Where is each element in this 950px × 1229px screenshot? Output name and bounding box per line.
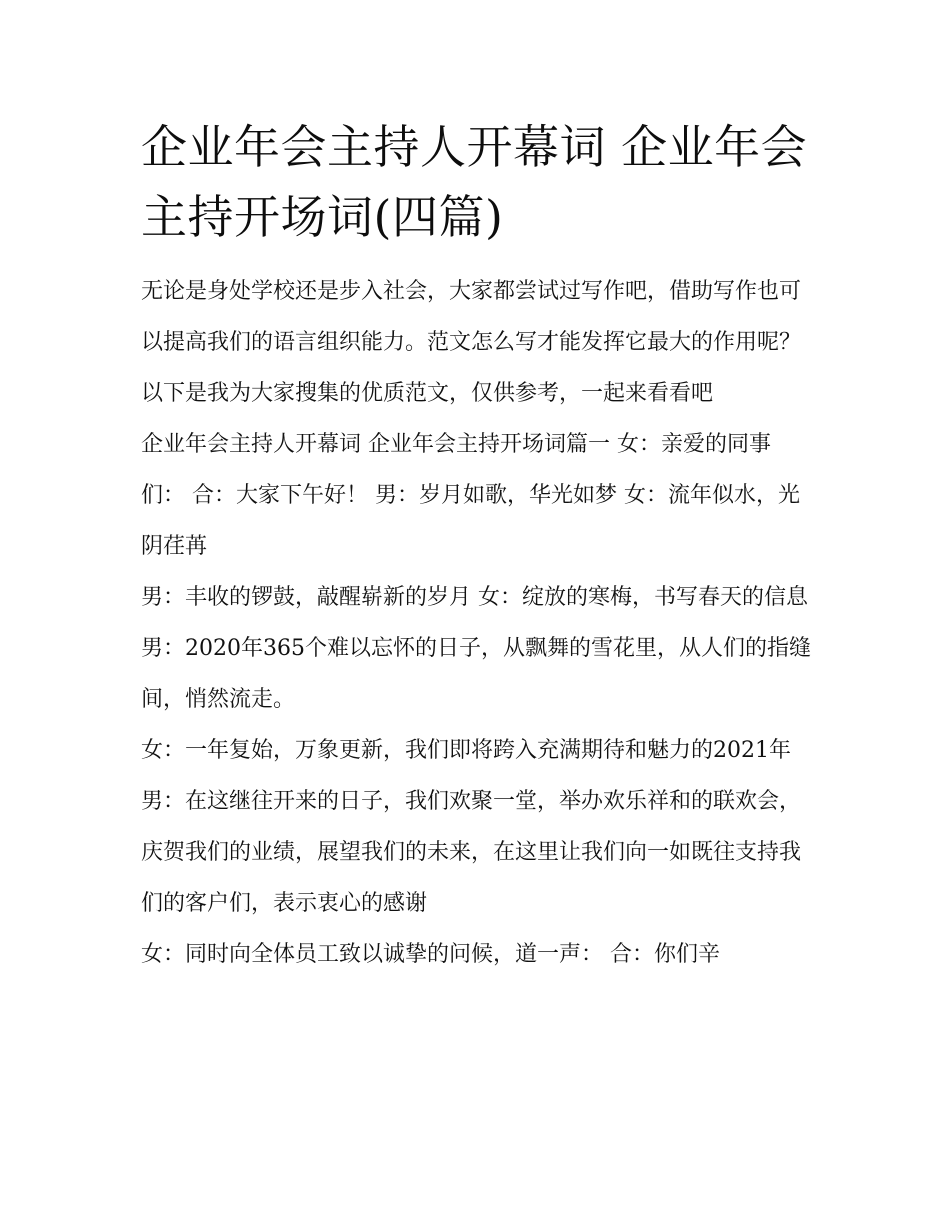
script-paragraph-4: 男：在这继往开来的日子，我们欢聚一堂，举办欢乐祥和的联欢会，庆贺我们的业绩，展望我们的未来，在这里让我们向一如既往支持我们的客户们，表示衷心的感谢 [141,789,802,916]
document-title: 企业年会主持人开幕词 企业年会主持开场词(四篇) [141,120,808,244]
script-paragraph-5: 女：同时向全体员工致以诚挚的问候，道一声： 合：你们辛 [141,942,720,967]
script-paragraph-1: 企业年会主持人开幕词 企业年会主持开场词篇一 女：亲爱的同事们： 合：大家下午好！ 男：岁月如歌，华光如梦 女：流年似水，光阴荏苒 [141,432,800,559]
document-body [141,112,813,980]
script-paragraph-3: 女：一年复始，万象更新，我们即将跨入充满期待和魅力的2021年 [141,738,791,763]
intro-paragraph: 无论是身处学校还是步入社会，大家都尝试过写作吧，借助写作也可以提高我们的语言组织能力。范文怎么写才能发挥它最大的作用呢？以下是我为大家搜集的优质范文，仅供参考，一起来看看吧 [141,279,802,406]
script-paragraph-2: 男：丰收的锣鼓，敲醒崭新的岁月 女：绽放的寒梅，书写春天的信息 男：2020年365个难以忘怀的日子，从飘舞的雪花里，从人们的指缝间，悄然流走。 [141,585,811,712]
